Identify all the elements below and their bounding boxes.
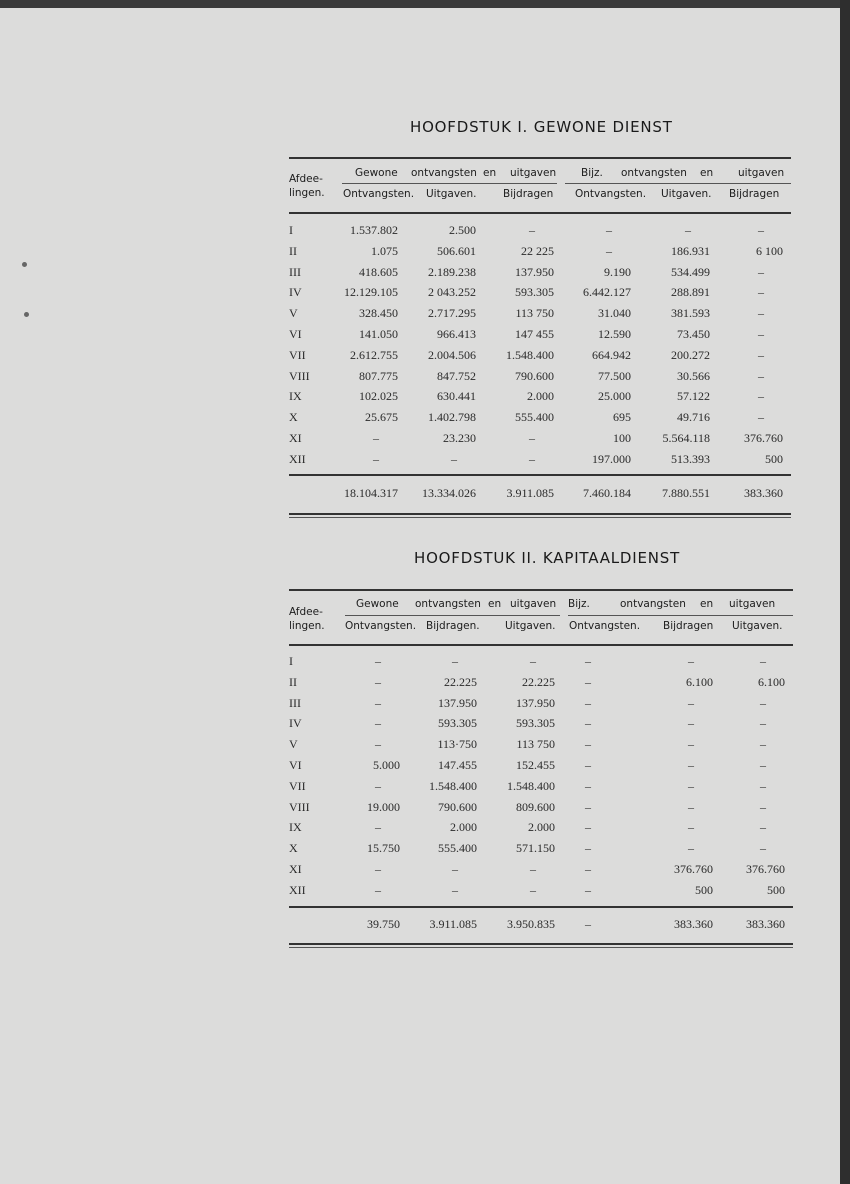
group-rule <box>345 615 560 616</box>
table-cell: 77.500 <box>598 369 631 383</box>
table-cell: 197.000 <box>592 452 631 466</box>
group-rule <box>565 183 791 184</box>
table-cell: 2.717.295 <box>428 306 476 320</box>
total-cell: 39.750 <box>367 917 400 931</box>
table-cell: 555.400 <box>515 410 554 424</box>
total-top-rule <box>289 474 791 476</box>
column-header: Ontvangsten. <box>575 188 647 200</box>
table-cell: 22 225 <box>521 244 554 258</box>
table-cell: – <box>688 800 694 814</box>
table-cell: – <box>758 389 764 403</box>
row-label: VII <box>289 779 306 793</box>
table-cell: – <box>585 737 591 751</box>
column-header: Ontvangsten. <box>343 188 415 200</box>
group-bijz-word: Bijz. <box>581 167 603 179</box>
table-cell: – <box>375 779 381 793</box>
group-gewone-word: uitgaven <box>510 598 557 610</box>
table-cell: 57.122 <box>677 389 710 403</box>
section2-title: HOOFDSTUK II. KAPITAALDIENST <box>414 549 681 567</box>
table-cell: – <box>585 758 591 772</box>
table-cell: 506.601 <box>437 244 476 258</box>
total-cell: 7.880.551 <box>662 486 710 500</box>
table-cell: – <box>760 696 766 710</box>
table-cell: 12.129.105 <box>344 285 398 299</box>
table-cell: 500 <box>695 883 713 897</box>
table-cell: – <box>375 696 381 710</box>
table-cell: – <box>760 841 766 855</box>
group-gewone-word: Gewone <box>355 167 398 179</box>
punch-hole <box>24 312 29 317</box>
column-header: Uitgaven. <box>661 188 712 200</box>
table-cell: – <box>760 716 766 730</box>
table-cell: – <box>452 862 458 876</box>
table-cell: 186.931 <box>671 244 710 258</box>
table-cell: – <box>585 716 591 730</box>
table-cell: – <box>530 883 536 897</box>
row-header-label: Afdee- lingen. <box>289 173 325 199</box>
table-cell: 809.600 <box>516 800 555 814</box>
table-cell: 664.942 <box>592 348 631 362</box>
table-cell: – <box>585 820 591 834</box>
table-cell: 113·750 <box>437 737 477 751</box>
table-cell: 418.605 <box>359 265 398 279</box>
table-cell: 6.442.127 <box>583 285 631 299</box>
table-cell: 2.612.755 <box>350 348 398 362</box>
table-cell: 113 750 <box>515 306 554 320</box>
row-label: VI <box>289 758 302 772</box>
table-cell: 807.775 <box>359 369 398 383</box>
row-label: III <box>289 696 301 710</box>
table-cell: 571.150 <box>516 841 555 855</box>
table-cell: 1.548.400 <box>506 348 554 362</box>
table-cell: – <box>758 223 764 237</box>
row-header <box>289 605 333 633</box>
table-cell: 137.950 <box>438 696 477 710</box>
table-cell: – <box>758 285 764 299</box>
table-cell: 1.537.802 <box>350 223 398 237</box>
row-label: III <box>289 265 301 279</box>
table-cell: – <box>758 327 764 341</box>
table-cell: 500 <box>765 452 783 466</box>
table-cell: – <box>758 348 764 362</box>
row-label: IX <box>289 820 302 834</box>
section1-title: HOOFDSTUK I. GEWONE DIENST <box>410 118 673 136</box>
column-header: Bijdragen <box>729 188 780 200</box>
table-cell: – <box>688 696 694 710</box>
table-cell: 376.760 <box>674 862 713 876</box>
group-gewone-word: uitgaven <box>510 167 557 179</box>
table-cell: – <box>688 654 694 668</box>
table-cell: 1.075 <box>371 244 398 258</box>
column-header: Uitgaven. <box>505 620 556 632</box>
table-cell: 23.230 <box>443 431 476 445</box>
table-cell: – <box>375 883 381 897</box>
table-cell: – <box>688 820 694 834</box>
table-cell: – <box>585 862 591 876</box>
table-cell: – <box>375 716 381 730</box>
table-cell: 288.891 <box>671 285 710 299</box>
total-cell: – <box>585 917 591 931</box>
table-cell: 6 100 <box>756 244 783 258</box>
header-top-rule <box>289 157 791 159</box>
table-cell: – <box>375 862 381 876</box>
total-cell: 18.104.317 <box>344 486 398 500</box>
table-cell: 593.305 <box>516 716 555 730</box>
table-cell: – <box>373 452 379 466</box>
table-cell: 2.000 <box>528 820 555 834</box>
table-cell: 100 <box>613 431 631 445</box>
table-cell: – <box>585 675 591 689</box>
row-label: IV <box>289 716 302 730</box>
table-cell: – <box>585 883 591 897</box>
table-cell: – <box>758 410 764 424</box>
table-cell: 500 <box>767 883 785 897</box>
group-rule <box>342 183 557 184</box>
table-cell: 137.950 <box>515 265 554 279</box>
table-cell: – <box>760 654 766 668</box>
total-bottom-rule <box>289 513 791 515</box>
table-cell: – <box>606 223 612 237</box>
table-cell: – <box>585 654 591 668</box>
table-cell: 2.189.238 <box>428 265 476 279</box>
table-cell: 630.441 <box>437 389 476 403</box>
row-header-label: Afdee- lingen. <box>289 606 325 632</box>
table-cell: 6.100 <box>758 675 785 689</box>
table-cell: 102.025 <box>359 389 398 403</box>
total-bottom-rule <box>289 517 791 518</box>
table-cell: 555.400 <box>438 841 477 855</box>
group-bijz-word: ontvangsten <box>620 598 686 610</box>
table-cell: – <box>452 654 458 668</box>
table-cell: – <box>758 306 764 320</box>
row-label: I <box>289 223 293 237</box>
table-cell: 534.499 <box>671 265 710 279</box>
table-cell: 847.752 <box>437 369 476 383</box>
table-cell: 328.450 <box>359 306 398 320</box>
group-bijz-word: ontvangsten <box>621 167 687 179</box>
row-label: V <box>289 737 298 751</box>
table-cell: – <box>530 862 536 876</box>
table-cell: 5.000 <box>373 758 400 772</box>
table-cell: – <box>685 223 691 237</box>
table-cell: – <box>688 737 694 751</box>
table-cell: 593.305 <box>438 716 477 730</box>
total-cell: 3.950.835 <box>507 917 555 931</box>
table-cell: 12.590 <box>598 327 631 341</box>
table-cell: – <box>688 841 694 855</box>
table-cell: – <box>688 779 694 793</box>
total-cell: 3.911.085 <box>429 917 477 931</box>
total-cell: 13.334.026 <box>422 486 476 500</box>
table-cell: – <box>760 758 766 772</box>
table-cell: 966.413 <box>437 327 476 341</box>
table-cell: – <box>760 800 766 814</box>
row-label: VIII <box>289 369 310 383</box>
table-cell: 593.305 <box>515 285 554 299</box>
table-cell: – <box>606 244 612 258</box>
total-cell: 383.360 <box>744 486 783 500</box>
group-rule <box>568 615 793 616</box>
table-cell: 790.600 <box>515 369 554 383</box>
table-cell: 25.000 <box>598 389 631 403</box>
row-label: XII <box>289 452 306 466</box>
table-cell: 2 043.252 <box>428 285 476 299</box>
scan-edge <box>840 0 850 1184</box>
group-bijz-word: uitgaven <box>738 167 785 179</box>
table-cell: 113 750 <box>516 737 555 751</box>
document-page <box>0 8 840 1184</box>
table-cell: 19.000 <box>367 800 400 814</box>
group-bijz-word: en <box>700 598 714 610</box>
table-cell: – <box>375 820 381 834</box>
total-cell: 7.460.184 <box>583 486 631 500</box>
table-cell: 9.190 <box>604 265 631 279</box>
table-cell: – <box>530 654 536 668</box>
table-cell: 22.225 <box>522 675 555 689</box>
group-bijz-word: en <box>700 167 714 179</box>
table-cell: 2.000 <box>527 389 554 403</box>
table-cell: 1.402.798 <box>428 410 476 424</box>
header-bottom-rule <box>289 644 793 646</box>
column-header: Ontvangsten. <box>569 620 641 632</box>
table-cell: 381.593 <box>671 306 710 320</box>
row-header <box>289 172 333 200</box>
table-cell: – <box>373 431 379 445</box>
row-label: V <box>289 306 298 320</box>
table-cell: 22.225 <box>444 675 477 689</box>
table-cell: 5.564.118 <box>662 431 710 445</box>
total-top-rule <box>289 906 793 908</box>
table-cell: 376.760 <box>744 431 783 445</box>
table-cell: – <box>529 223 535 237</box>
table-cell: 2.500 <box>449 223 476 237</box>
table-cell: 513.393 <box>671 452 710 466</box>
group-gewone-word: ontvangsten <box>411 167 477 179</box>
table-cell: – <box>688 758 694 772</box>
table-cell: 147.455 <box>438 758 477 772</box>
table-cell: 6.100 <box>686 675 713 689</box>
table-cell: – <box>758 369 764 383</box>
table-cell: 15.750 <box>367 841 400 855</box>
table-cell: 147 455 <box>515 327 554 341</box>
row-label: IV <box>289 285 302 299</box>
table-cell: – <box>688 716 694 730</box>
table-cell: – <box>760 737 766 751</box>
group-gewone-word: en <box>488 598 502 610</box>
table-cell: 25.675 <box>365 410 398 424</box>
group-bijz-word: uitgaven <box>729 598 776 610</box>
table-cell: – <box>452 883 458 897</box>
table-cell: 137.950 <box>516 696 555 710</box>
column-header: Bijdragen. <box>426 620 480 632</box>
table-cell: – <box>585 841 591 855</box>
row-label: I <box>289 654 293 668</box>
row-label: X <box>289 841 298 855</box>
column-header: Ontvangsten. <box>345 620 417 632</box>
row-label: VII <box>289 348 306 362</box>
row-label: VIII <box>289 800 310 814</box>
header-bottom-rule <box>289 212 791 214</box>
total-bottom-rule <box>289 943 793 945</box>
table-cell: – <box>760 779 766 793</box>
table-cell: 73.450 <box>677 327 710 341</box>
row-label: VI <box>289 327 302 341</box>
group-gewone-word: Gewone <box>356 598 399 610</box>
row-label: II <box>289 244 297 258</box>
table-cell: 376.760 <box>746 862 785 876</box>
table-cell: – <box>585 800 591 814</box>
total-cell: 383.360 <box>746 917 785 931</box>
table-cell: 790.600 <box>438 800 477 814</box>
table-cell: 1.548.400 <box>429 779 477 793</box>
table-cell: 1.548.400 <box>507 779 555 793</box>
total-cell: 383.360 <box>674 917 713 931</box>
table-cell: – <box>529 431 535 445</box>
group-gewone-word: ontvangsten <box>415 598 481 610</box>
table-cell: – <box>375 737 381 751</box>
row-label: IX <box>289 389 302 403</box>
total-cell: 3.911.085 <box>506 486 554 500</box>
table-cell: 141.050 <box>359 327 398 341</box>
table-cell: 2.000 <box>450 820 477 834</box>
group-gewone-word: en <box>483 167 497 179</box>
table-cell: 152.455 <box>516 758 555 772</box>
table-cell: 30.566 <box>677 369 710 383</box>
column-header: Uitgaven. <box>426 188 477 200</box>
group-bijz-word: Bijz. <box>568 598 590 610</box>
table-cell: 695 <box>613 410 631 424</box>
table-cell: – <box>375 675 381 689</box>
table-cell: – <box>451 452 457 466</box>
total-bottom-rule <box>289 947 793 948</box>
table-cell: – <box>758 265 764 279</box>
header-top-rule <box>289 589 793 591</box>
table-cell: 2.004.506 <box>428 348 476 362</box>
table-cell: 200.272 <box>671 348 710 362</box>
punch-hole <box>22 262 27 267</box>
table-cell: – <box>585 779 591 793</box>
column-header: Bijdragen <box>663 620 714 632</box>
row-label: XII <box>289 883 306 897</box>
column-header: Uitgaven. <box>732 620 783 632</box>
row-label: XI <box>289 431 302 445</box>
row-label: II <box>289 675 297 689</box>
table-cell: 31.040 <box>598 306 631 320</box>
table-cell: – <box>585 696 591 710</box>
table-cell: – <box>529 452 535 466</box>
column-header: Bijdragen <box>503 188 554 200</box>
row-label: XI <box>289 862 302 876</box>
table-cell: – <box>760 820 766 834</box>
table-cell: – <box>375 654 381 668</box>
table-cell: 49.716 <box>677 410 710 424</box>
row-label: X <box>289 410 298 424</box>
